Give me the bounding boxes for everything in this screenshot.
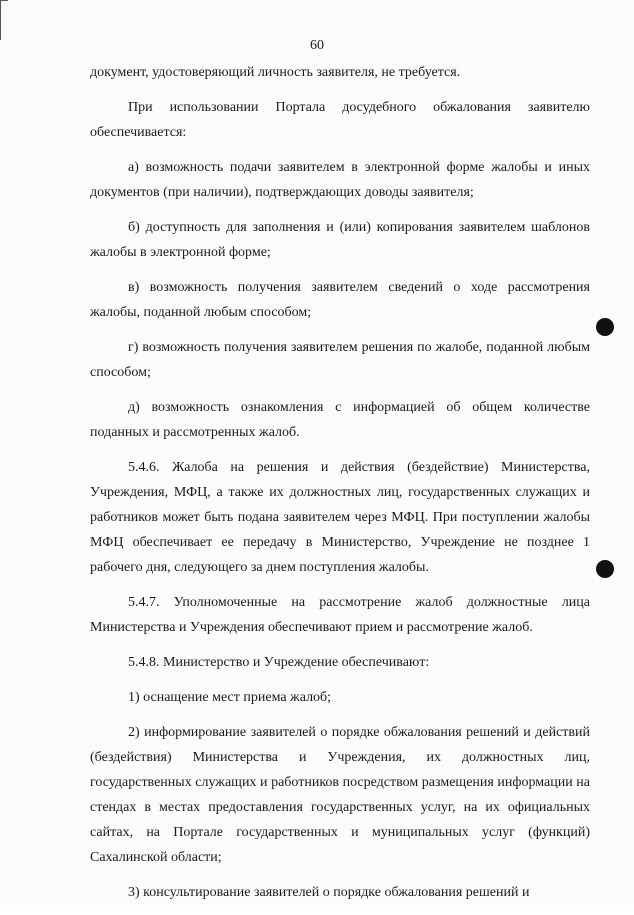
scan-edge-line	[0, 0, 1, 40]
paragraph: 1) оснащение мест приема жалоб;	[128, 690, 332, 705]
document-body	[90, 60, 590, 915]
scan-edge-tick	[0, 0, 8, 1]
punch-hole-bottom	[596, 560, 614, 578]
paragraph: 5.4.7. Уполномоченные на рассмотрение жалоб должностные лица Министерства и Учреждения обеспечивают прием и рассмотрение жалоб.	[90, 595, 590, 635]
paragraph: 5.4.6. Жалоба на решения и действия (бездействие) Министерства, Учреждения, МФЦ, а также их должностных лиц, государственных служащих и работников может быть подана заявителем через МФЦ. При поступлении жалобы МФЦ обеспечивает ее передачу в Министерство, Учреждение не позднее 1 рабочего дня, следующего за днем поступления жалобы.	[90, 460, 590, 575]
page-number: 60	[310, 38, 324, 53]
paragraph: б) доступность для заполнения и (или) копирования заявителем шаблонов жалобы в электронной форме;	[90, 220, 590, 260]
paragraph: 5.4.8. Министерство и Учреждение обеспечивают:	[128, 655, 430, 670]
punch-hole-top	[596, 318, 614, 336]
paragraph: 2) информирование заявителей о порядке обжалования решений и действий (бездействия) Министерства и Учреждения, их должностных лиц, государственных служащих и работников посредством размещения информации на стендах в местах предоставления государственных услуг, на их официальных сайтах, на Портале государственных и муниципальных услуг (функций) Сахалинской области;	[90, 725, 590, 865]
paragraph: а) возможность подачи заявителем в электронной форме жалобы и иных документов (при наличии), подтверждающих доводы заявителя;	[90, 160, 590, 200]
paragraph: в) возможность получения заявителем сведений о ходе рассмотрения жалобы, поданной любым способом;	[90, 280, 590, 320]
paragraph: г) возможность получения заявителем решения по жалобе, поданной любым способом;	[90, 340, 590, 380]
paragraph: документ, удостоверяющий личность заявителя, не требуется.	[90, 65, 461, 80]
paragraph: 3) консультирование заявителей о порядке обжалования решений и	[128, 885, 530, 900]
paragraph: При использовании Портала досудебного обжалования заявителю обеспечивается:	[90, 100, 590, 140]
paragraph: д) возможность ознакомления с информацией об общем количестве поданных и рассмотренных жалоб.	[90, 400, 590, 440]
